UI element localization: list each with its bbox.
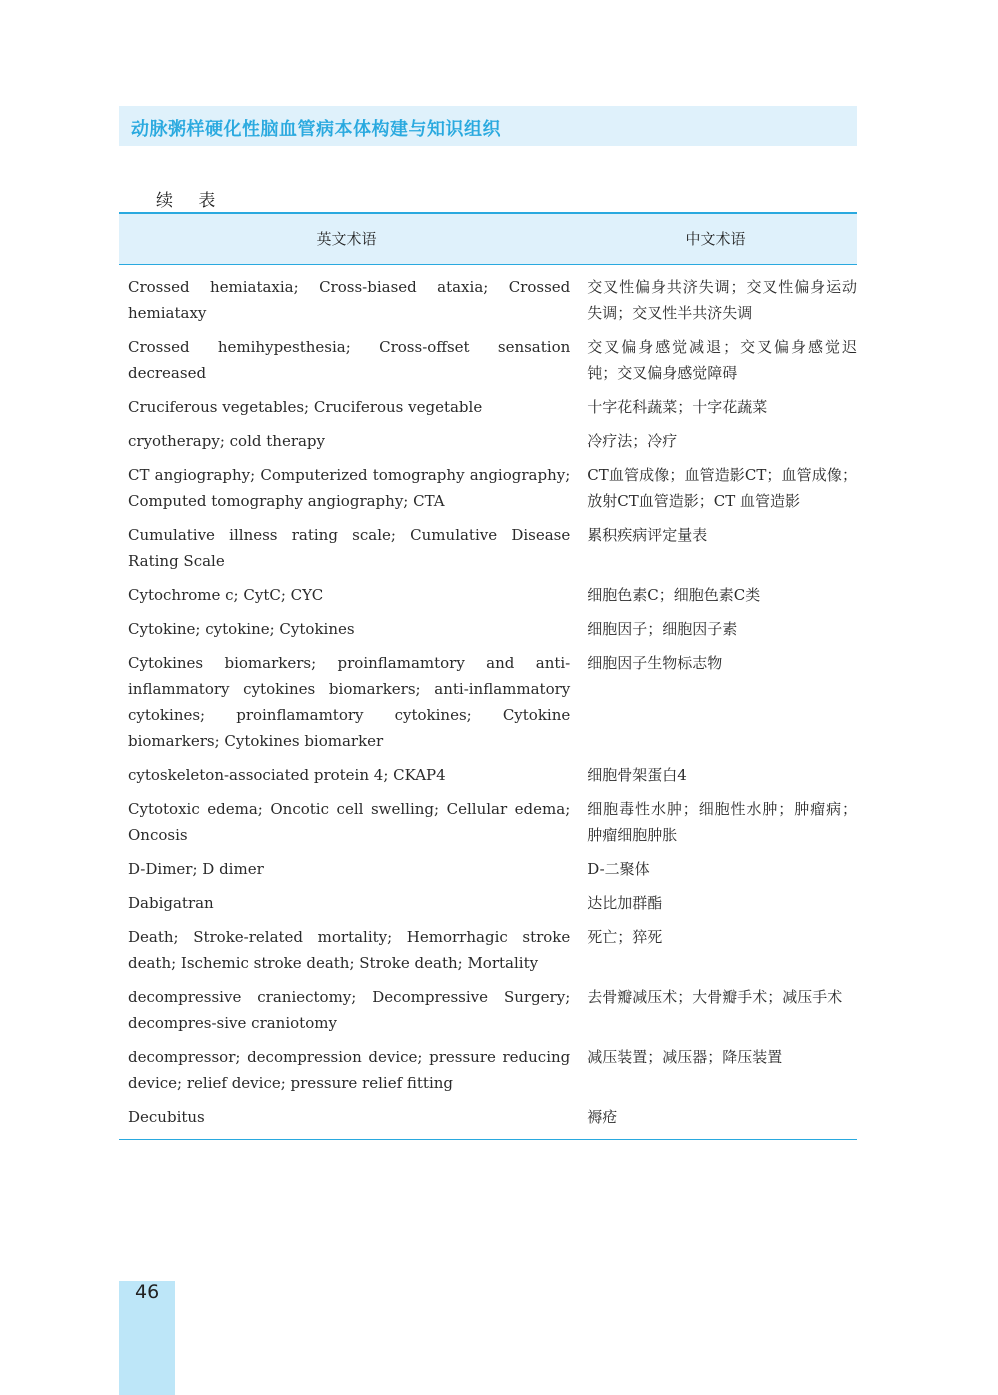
running-header-title: 动脉粥样硬化性脑血管病本体构建与知识组织 — [131, 119, 501, 140]
table-row — [119, 579, 857, 613]
english-term: Cumulative illness rating scale; Cumulative Disease Rating Scale — [128, 526, 571, 570]
chinese-term: 十字花科蔬菜；十字花蔬菜 — [587, 398, 768, 416]
chinese-term: 去骨瓣减压术；大骨瓣手术；减压手术 — [587, 988, 843, 1006]
chinese-term: 累积疾病评定量表 — [587, 526, 708, 544]
chinese-term: 褥疮 — [587, 1108, 618, 1126]
chinese-term: 细胞色素C；细胞色素C类 — [587, 586, 761, 604]
terminology-table — [119, 212, 857, 1140]
english-term: Cytochrome c; CytC; CYC — [128, 586, 324, 604]
english-term: D-Dimer; D dimer — [128, 860, 264, 878]
table-row — [119, 759, 857, 793]
english-term: CT angiography; Computerized tomography angiography; Computed tomography angiography; CTA — [128, 466, 571, 510]
chinese-term: 达比加群酯 — [587, 894, 663, 912]
english-term: Cytotoxic edema; Oncotic cell swelling; Cellular edema; Oncosis — [128, 800, 571, 844]
table-row — [119, 887, 857, 921]
english-term: decompressive craniectomy; Decompressive Surgery; decompres-sive craniotomy — [128, 988, 571, 1032]
chinese-term: 交叉偏身感觉减退；交叉偏身感觉迟钝；交叉偏身感觉障碍 — [587, 338, 857, 382]
chinese-term: CT血管成像；血管造影CT；血管成像；放射CT血管造影；CT 血管造影 — [587, 466, 857, 510]
english-term: Cytokines biomarkers; proinflamamtory and anti-inflammatory cytokines biomarkers; anti-inflammatory cytokines; proinflamamtory cytokines; Cytokine biomarkers; Cytokines biomarker — [128, 654, 571, 750]
table-row — [119, 391, 857, 425]
table-row — [119, 459, 857, 519]
table-row — [119, 331, 857, 391]
table-row — [119, 1041, 857, 1101]
english-term: Dabigatran — [128, 894, 214, 912]
table-row — [119, 1101, 857, 1135]
table-row — [119, 271, 857, 331]
english-term: Decubitus — [128, 1108, 205, 1126]
table-row — [119, 921, 857, 981]
table-row — [119, 519, 857, 579]
table-body — [119, 265, 857, 1140]
english-term: cryotherapy; cold therapy — [128, 432, 326, 450]
chinese-term: D-二聚体 — [587, 860, 650, 878]
table-row — [119, 793, 857, 853]
chinese-term: 减压装置；减压器；降压装置 — [587, 1048, 783, 1066]
chinese-term: 冷疗法；冷疗 — [587, 432, 678, 450]
table-row — [119, 853, 857, 887]
column-header-chinese: 中文术语 — [685, 230, 746, 248]
table-row — [119, 613, 857, 647]
english-term: Cruciferous vegetables; Cruciferous vegetable — [128, 398, 483, 416]
chinese-term: 细胞因子生物标志物 — [587, 654, 723, 672]
english-term: cytoskeleton-associated protein 4; CKAP4 — [128, 766, 446, 784]
running-header — [119, 106, 857, 146]
english-term: Crossed hemihypesthesia; Cross-offset sensation decreased — [128, 338, 571, 382]
page-number: 46 — [135, 1281, 160, 1303]
column-header-english: 英文术语 — [316, 230, 377, 248]
table-row — [119, 981, 857, 1041]
english-term: Death; Stroke-related mortality; Hemorrhagic stroke death; Ischemic stroke death; Stroke death; Mortality — [128, 928, 571, 972]
table-row — [119, 647, 857, 759]
table-header — [119, 214, 857, 265]
chinese-term: 死亡；猝死 — [587, 928, 663, 946]
chinese-term: 细胞因子；细胞因子素 — [587, 620, 738, 638]
page-number-tab — [119, 1281, 175, 1395]
chinese-term: 细胞骨架蛋白4 — [587, 766, 687, 784]
table-row — [119, 425, 857, 459]
chinese-term: 细胞毒性水肿；细胞性水肿；肿瘤病；肿瘤细胞肿胀 — [587, 800, 857, 844]
english-term: Cytokine; cytokine; Cytokines — [128, 620, 355, 638]
english-term: decompressor; decompression device; pressure reducing device; relief device; pressure relief fitting — [128, 1048, 571, 1092]
english-term: Crossed hemiataxia; Cross-biased ataxia; Crossed hemiataxy — [128, 278, 571, 322]
continued-label: 续 表 — [156, 191, 226, 211]
chinese-term: 交叉性偏身共济失调；交叉性偏身运动失调；交叉性半共济失调 — [587, 278, 857, 322]
